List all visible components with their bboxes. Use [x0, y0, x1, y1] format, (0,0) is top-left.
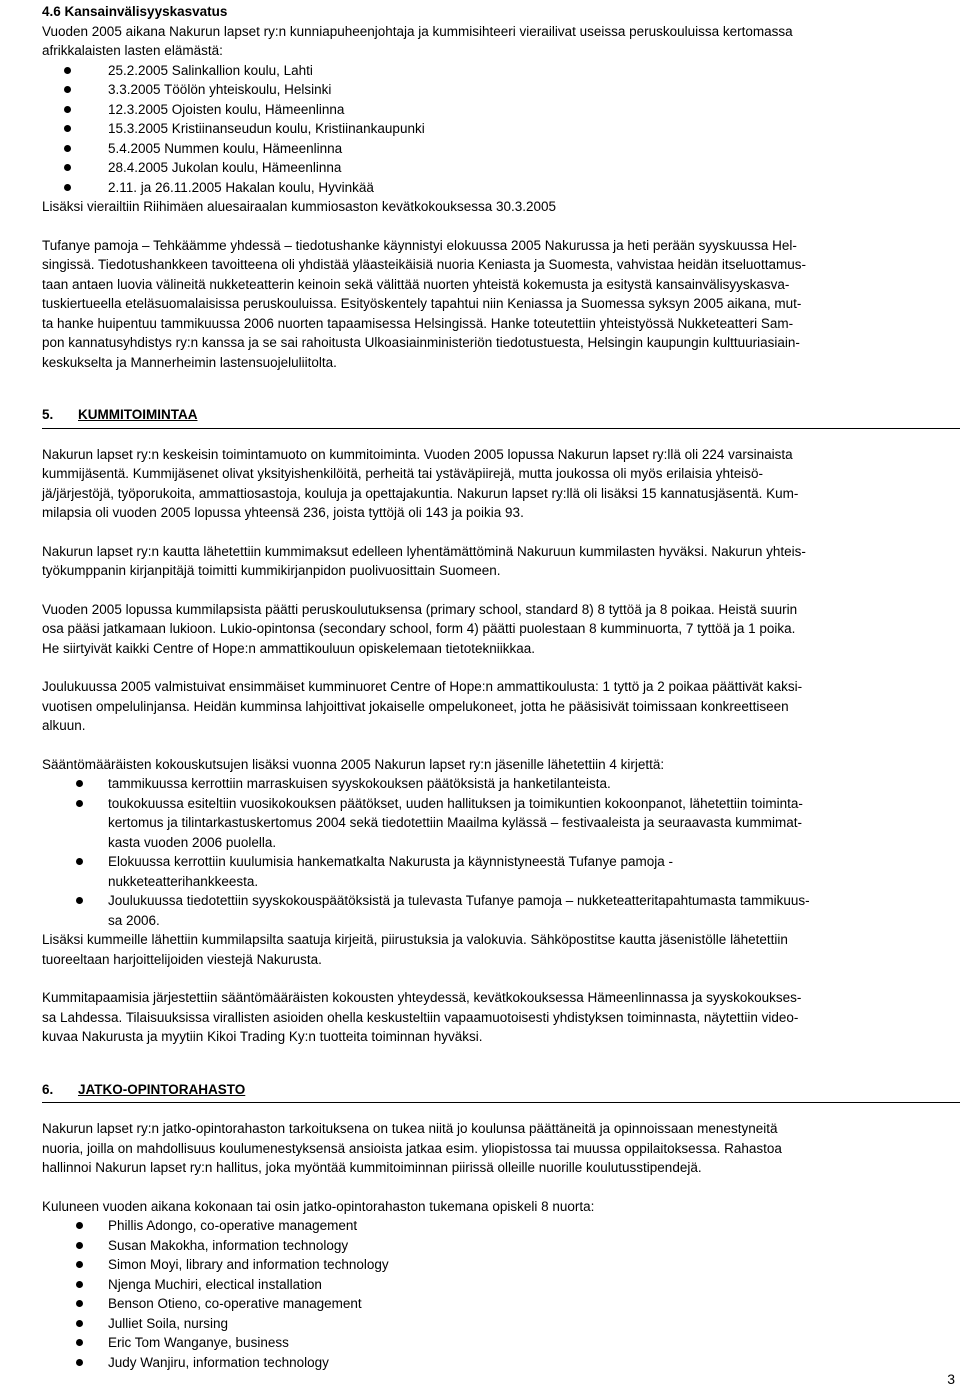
list-item: Judy Wanjiru, information technology: [42, 1353, 952, 1373]
section-number: 5.: [42, 407, 54, 422]
list-item: 2.11. ja 26.11.2005 Hakalan koulu, Hyvinkää: [42, 178, 952, 198]
list-item: 3.3.2005 Töölön yhteiskoulu, Helsinki: [42, 80, 952, 100]
paragraph: Vuoden 2005 lopussa kummilapsista päätti peruskoulutuksensa (primary school, standard 8) 8 tyttöä ja 8 poikaa. Heistä suurin osa pääsi jatkamaan lukioon. Lukio-opintonsa (secondary school, form 4) päätti puolestaan 8 kumminuorta, 7 tyttöä ja 1 poika. He siirtyivät kaikki Centre of Hope:n ammattikouluun opiskelemaan tietotekniikkaa.: [42, 601, 798, 656]
paragraph: Kummitapaamisia järjestettiin sääntömääräisten kokousten yhteydessä, kevätkokouksessa Hämeenlinnassa ja syyskokoukses- sa Lahdessa. Tilaisuuksissa virallisten asioiden ohella keskusteltiin vapaamuotoisesti yhdistyksen toiminnasta, näytettiin video- kuvaa Nakurusta ja myytiin Kikoi Trading Ky:n tuotteita toiminnan hyväksi.: [42, 990, 802, 1044]
tufanye-paragraph: Tufanye pamoja – Tehkäämme yhdessä – tiedotushanke käynnistyi elokuussa 2005 Nakurussa ja heti perään syyskuussa Hel- singissä. Tiedotushankkeen tavoitteena oli yhdistää yläasteikäisiä nuoria Keniasta ja Suomesta, vahvistaa heidän itseluottamus- taan antaen luovia välineitä nukketeatterin keinoin sekä välittää nuorten yhteistä kokemusta ja esitystä kansainvälisyyskasva- tuskiertueella eteläsuomalaisissa peruskouluissa. Esityöskentely tapahtui niin Keniassa ja Suomessa syksyn 2005 aikana, mut- ta hanke huipentuu tammikuussa 2006 nuorten tapaamisessa Helsingissä. Hanke toteutettiin yhteistyössä Nukketeatteri Sam- pon kannatusyhdistys ry:n kanssa ja se sai rahoitusta Ulkoasiainministeriön tiedotustuesta, Helsingin kaupungin kulttuuriasiain- keskukselta ja Mannerheimin lastensuojeluliitolta.: [42, 237, 806, 370]
page-number: 3: [947, 1371, 955, 1387]
section-number: 6.: [42, 1081, 54, 1097]
students-list: [42, 1216, 952, 1372]
list-item: Phillis Adongo, co-operative management: [42, 1216, 952, 1236]
list-item: Njenga Muchiri, electical installation: [42, 1275, 952, 1295]
section-5-heading: [42, 405, 960, 429]
document-page: [42, 0, 952, 1372]
list-item: Susan Makokha, information technology: [42, 1236, 952, 1256]
list-item: Joulukuussa tiedotettiin syyskokouspäätöksistä ja tulevasta Tufanye pamoja – nukketeatteritapahtumasta tammikuus- sa 2006.: [42, 891, 952, 930]
paragraph: Nakurun lapset ry:n jatko-opintorahaston tarkoituksena on tukea niitä jo koulunsa päättäneitä ja opinnoissaan menestyneitä nuoria, joilla on mahdollisuus koulumenestyksensä ansioista jatkaa esim. yliopistossa tai muussa oppilaitoksessa. Rahastoa hallinnoi Nakurun lapset ry:n hallitus, joka myöntää kummitoiminnan piirissä olleille nuorille koulutusstipendejä.: [42, 1121, 782, 1175]
section-4-6-intro: Vuoden 2005 aikana Nakurun lapset ry:n kunniapuheenjohtaja ja kummisihteeri vierailivat useissa peruskouluissa kertomassa afrikkalaisten lasten elämästä:: [42, 23, 793, 58]
list-item: Benson Otieno, co-operative management: [42, 1294, 952, 1314]
section-6-heading: [42, 1080, 960, 1104]
students-intro: Kuluneen vuoden aikana kokonaan tai osin jatko-opintorahaston tukemana opiskeli 8 nuorta:: [42, 1198, 595, 1214]
letters-list: [42, 774, 952, 930]
paragraph: Lisäksi kummeille lähettiin kummilapsilta saatuja kirjeitä, piirustuksia ja valokuvia. Sähköpostitse kautta jäsenistölle lähetettiin tuoreeltaan harjoittelijoiden viestejä Nakurusta.: [42, 932, 788, 967]
list-item: 28.4.2005 Jukolan koulu, Hämeenlinna: [42, 158, 952, 178]
school-visit-list: [42, 61, 952, 198]
section-title: JATKO-OPINTORAHASTO: [78, 1081, 246, 1097]
paragraph: Nakurun lapset ry:n keskeisin toimintamuoto on kummitoiminta. Vuoden 2005 lopussa Nakurun lapset ry:llä oli 224 varsinaista kummijäsentä. Kummijäsenet olivat yksityishenkilöitä, perheitä tai ystäväpiirejä, mutta joukossa oli myös erilaisia yhteisö- jä/järjestöjä, työporukoita, ammattiosastoja, kouluja ja opettajakuntia. Nakurun lapset ry:llä oli lisäksi 15 kannatusjäsentä. Kum- milapsia oli vuoden 2005 lopussa yhteensä 236, joista tyttöjä oli 143 ja poikia 93.: [42, 446, 799, 520]
list-item: 12.3.2005 Ojoisten koulu, Hämeenlinna: [42, 100, 952, 120]
list-item: toukokuussa esiteltiin vuosikokouksen päätökset, uuden hallituksen ja toimikuntien kokoonpanot, lähetettiin toiminta- kertomus ja tilintarkastuskertomus 2004 sekä tiedotettiin Maailma kylässä – festivaaleista ja seuraavasta kummimat- kasta vuoden 2006 puolella.: [42, 794, 952, 853]
list-item: Simon Moyi, library and information technology: [42, 1255, 952, 1275]
list-item: Julliet Soila, nursing: [42, 1314, 952, 1334]
extra-visit-note: Lisäksi vierailtiin Riihimäen aluesairaalan kummiosaston kevätkokouksessa 30.3.2005: [42, 199, 557, 214]
section-4-6-heading: 4.6 Kansainvälisyyskasvatus: [42, 4, 228, 19]
list-item: 15.3.2005 Kristiinanseudun koulu, Kristiinankaupunki: [42, 119, 952, 139]
paragraph: Joulukuussa 2005 valmistuivat ensimmäiset kumminuoret Centre of Hope:n ammattikoulusta: 1 tyttö ja 2 poikaa päättivät kaksi- vuotisen ompelulinjansa. Heidän kumminsa lahjoittivat jokaiselle ompelukoneet, jotta he pääsisivät toimissaan konkreettiseen alkuun.: [42, 679, 803, 733]
section-title: KUMMITOIMINTAA: [78, 407, 198, 422]
list-item: Eric Tom Wanganye, business: [42, 1333, 952, 1353]
mail-intro: Sääntömääräisten kokouskutsujen lisäksi vuonna 2005 Nakurun lapset ry:n jäsenille lähetettiin 4 kirjettä:: [42, 756, 665, 772]
list-item: 5.4.2005 Nummen koulu, Hämeenlinna: [42, 139, 952, 159]
list-item: tammikuussa kerrottiin marraskuisen syyskokouksen päätöksistä ja hanketilanteista.: [42, 774, 952, 794]
paragraph: Nakurun lapset ry:n kautta lähetettiin kummimaksut edelleen lyhentämättöminä Nakuruun kummilasten hyväksi. Nakurun yhteis- työkumppanin kirjanpitäjä toimitti kummikirjanpidon puolivuosittain Suomeen.: [42, 543, 806, 578]
list-item: Elokuussa kerrottiin kuulumisia hankematkalta Nakurusta ja käynnistyneestä Tufanye pamoja - nukketeatterihankkeesta.: [42, 852, 952, 891]
list-item: 25.2.2005 Salinkallion koulu, Lahti: [42, 61, 952, 81]
